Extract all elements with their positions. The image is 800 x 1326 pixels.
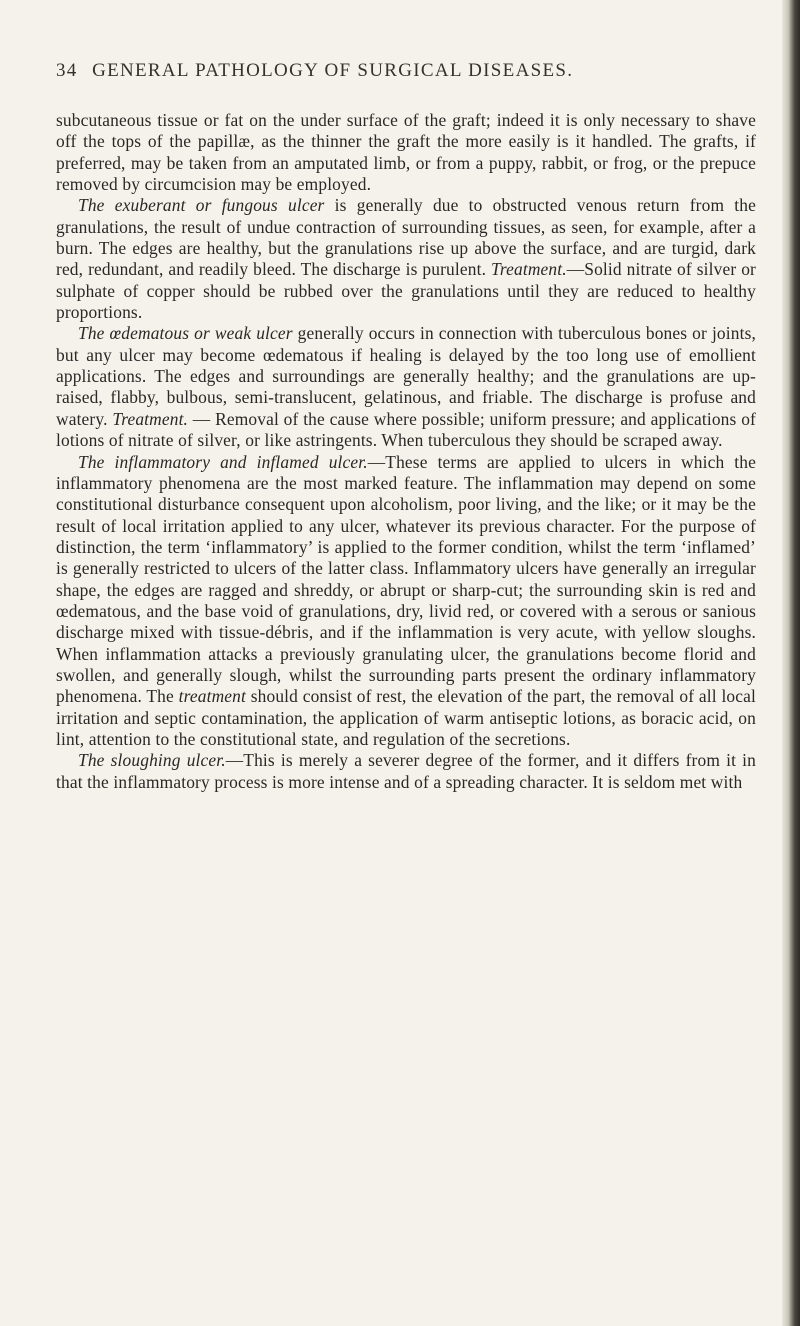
paragraph-lead: The inflammatory and inflamed ulcer. (78, 451, 368, 472)
paragraph-lead: The œdematous or weak ulcer (78, 323, 293, 344)
treatment-text: should consist of rest, the elevation of the part, the removal of all local irritation and septic contamination, the application of warm antiseptic lotions, as boracic acid, on lint, attention to the constitutional state, and regulation of the secretions. (56, 686, 756, 749)
treatment-text: — Removal of the cause where possible; uniform pressure; and applications of lotions of nitrate of silver, or like astringents. When tuberculous they should be scraped away. (56, 408, 756, 451)
paragraph-text: —This is merely a severer degree of the former, and it differs from it in that the inflammatory process is more intense and of a spreading character. It is seldom met with (56, 750, 756, 792)
running-title: GENERAL PATHOLOGY OF SURGICAL DISEASES. (92, 60, 574, 81)
running-header (56, 60, 716, 82)
paragraph-sloughing-ulcer (56, 750, 756, 793)
paragraph-text: subcutaneous tissue or fat on the under surface of the graft; indeed it is only necessary to shave off the tops of the papillæ, as the thinner the graft the more easily is it handled. The grafts, if preferred, may be taken from an amputated limb, or from a puppy, rabbit, or frog, or the prepuce removed by circumcision may be employed. (56, 110, 756, 195)
treatment-lead: treatment (178, 686, 246, 707)
treatment-lead: Treatment. (112, 408, 189, 429)
paragraph-lead: The exuberant or fungous ulcer (78, 195, 325, 216)
paragraph-exuberant-ulcer (56, 195, 756, 323)
paragraph-graft-continuation (56, 110, 756, 195)
paragraph-text: —These terms are applied to ulcers in which the inflammatory phenomena are the most marked feature. The inflammation may depend on some constitutional disturbance consequent upon alcoholism, poor living, and the like; or it may be the result of local irritation applied to any ulcer, whatever its previous character. For the purpose of distinction, the term ‘inflammatory’ is applied to the former condition, whilst the term ‘inflamed’ is generally restricted to ulcers of the latter class. Inflammatory ulcers have generally an irregular shape, the edges are ragged and shreddy, or abrupt or sharp-cut; the surrounding skin is red and œdematous, and the base void of granulations, dry, livid red, or covered with a serous or sanious discharge mixed with tissue-débris, and if the inflammation is very acute, with yellow sloughs. When inflammation attacks a previously granulating ulcer, the granulations become florid and swollen, and generally slough, whilst the surrounding parts present the ordinary inflammatory phenomena. The (56, 451, 756, 707)
paragraph-inflammatory-ulcer (56, 452, 756, 751)
paragraph-oedematous-ulcer (56, 323, 756, 451)
treatment-text: —Solid nitrate of silver or sulphate of copper should be rubbed over the granulations until they are reduced to healthy proportions. (56, 259, 756, 323)
page-edge-shadow (782, 0, 800, 1326)
paragraph-text: is generally due to obstructed venous return from the granulations, the result of undue contraction of surrounding tissues, as seen, for example, after a burn. The edges are healthy, but the granulations rise up above the surface, and are turgid, dark red, redundant, and readily bleed. The discharge is purulent. (56, 195, 756, 280)
treatment-lead: Treatment. (490, 259, 567, 280)
paragraph-lead: The sloughing ulcer. (78, 750, 226, 771)
paragraph-text: generally occurs in connection with tuberculous bones or joints, but any ulcer may become œdematous if healing is delayed by the too long use of emollient applications. The edges and surroundings are generally healthy; and the granulations are up-raised, flabby, bulbous, semi-translucent, gelatinous, and friable. The discharge is profuse and watery. (56, 323, 757, 429)
page-number: 34 (56, 60, 78, 81)
body-text (56, 110, 756, 793)
